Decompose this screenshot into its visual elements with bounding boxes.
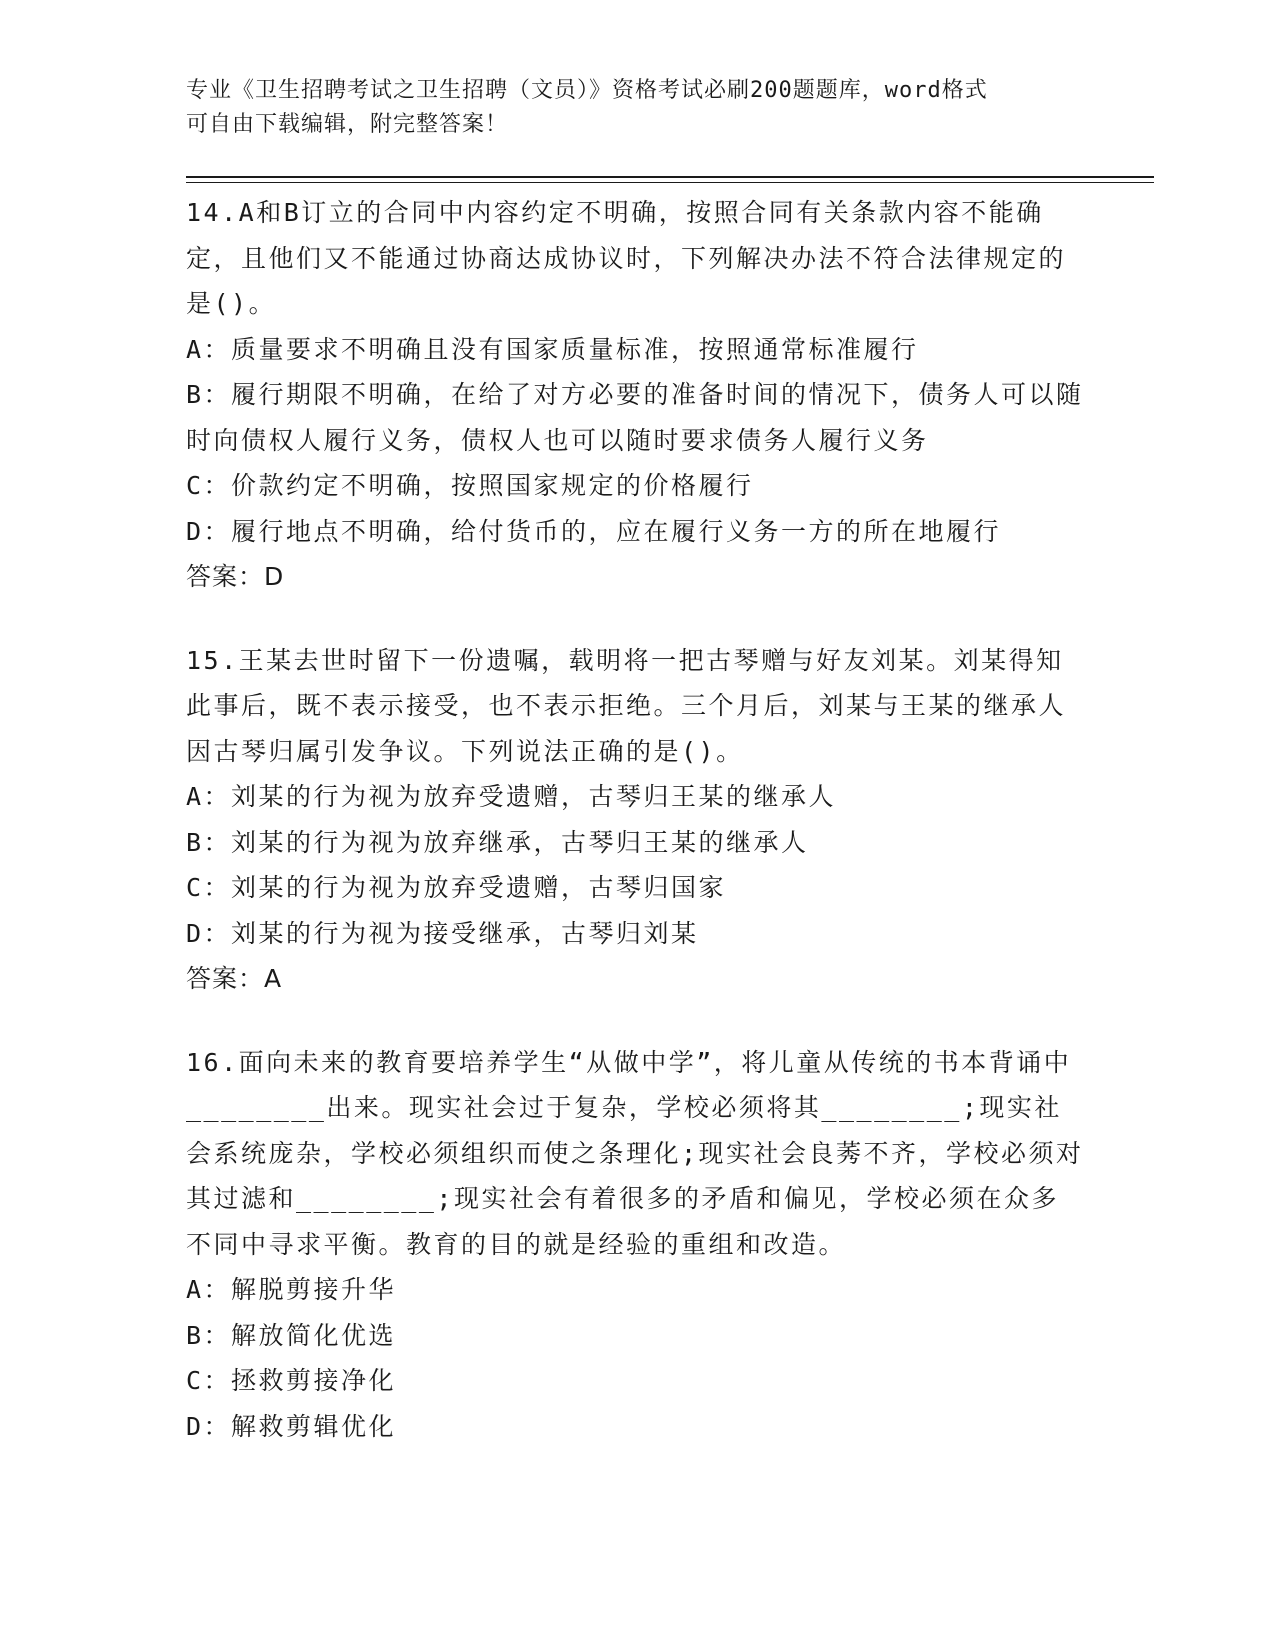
option-b: B：刘某的行为视为放弃继承，古琴归王某的继承人 <box>186 827 809 857</box>
question-16 <box>186 1040 1086 1450</box>
option-c: C：拯救剪接净化 <box>186 1366 397 1395</box>
answer-label: 答案：D <box>186 562 285 591</box>
question-text: 14.A和B订立的合同中内容约定不明确，按照合同有关条款内容不能确定，且他们又不能通过协商达成协议时，下列解决办法不符合法律规定的是()。 <box>186 198 1067 318</box>
question-text: 15.王某去世时留下一份遗嘱，载明将一把古琴赠与好友刘某。刘某得知此事后，既不表示接受，也不表示拒绝。三个月后，刘某与王某的继承人因古琴归属引发争议。下列说法正确的是()。 <box>186 645 1067 766</box>
option-b: B：履行期限不明确，在给了对方必要的准备时间的情况下，债务人可以随时向债权人履行义务，债权人也可以随时要求债务人履行义务 <box>186 380 1084 455</box>
option-d: D：解救剪辑优化 <box>186 1411 397 1441</box>
answer-label: 答案：A <box>186 964 283 993</box>
option-a: A：质量要求不明确且没有国家质量标准，按照通常标准履行 <box>186 334 919 364</box>
option-d: D：刘某的行为视为接受继承，古琴归刘某 <box>186 918 699 948</box>
option-c: C：价款约定不明确，按照国家规定的价格履行 <box>186 471 754 500</box>
document-header <box>186 74 1066 142</box>
header-divider-thick <box>186 176 1154 178</box>
option-a: A：刘某的行为视为放弃受遗赠，古琴归王某的继承人 <box>186 782 837 811</box>
header-title-line-2: 可自由下载编辑，附完整答案！ <box>186 112 509 137</box>
option-d: D：履行地点不明确，给付货币的，应在履行义务一方的所在地履行 <box>186 516 1002 546</box>
question-list <box>186 190 1086 1487</box>
header-divider-thin <box>186 182 1154 183</box>
header-title-line-1: 专业《卫生招聘考试之卫生招聘（文员）》资格考试必刷200题题库，word格式 <box>186 78 988 103</box>
question-14 <box>186 190 1086 600</box>
question-15 <box>186 638 1086 1002</box>
question-text: 16.面向未来的教育要培养学生“从做中学”，将儿童从传统的书本背诵中________出来。现实社会过于复杂，学校必须将其________;现实社会系统庞杂，学校必须组织而使之条理化;现实社会良莠不齐，学校必须对其过滤和________;现实社会有着很多的矛盾和偏见，学校必须在众多不同中寻求平衡。教育的目的就是经验的重组和改造。 <box>186 1047 1084 1259</box>
option-a: A：解脱剪接升华 <box>186 1275 397 1304</box>
option-c: C：刘某的行为视为放弃受遗赠，古琴归国家 <box>186 873 727 902</box>
option-b: B：解放简化优选 <box>186 1320 397 1350</box>
